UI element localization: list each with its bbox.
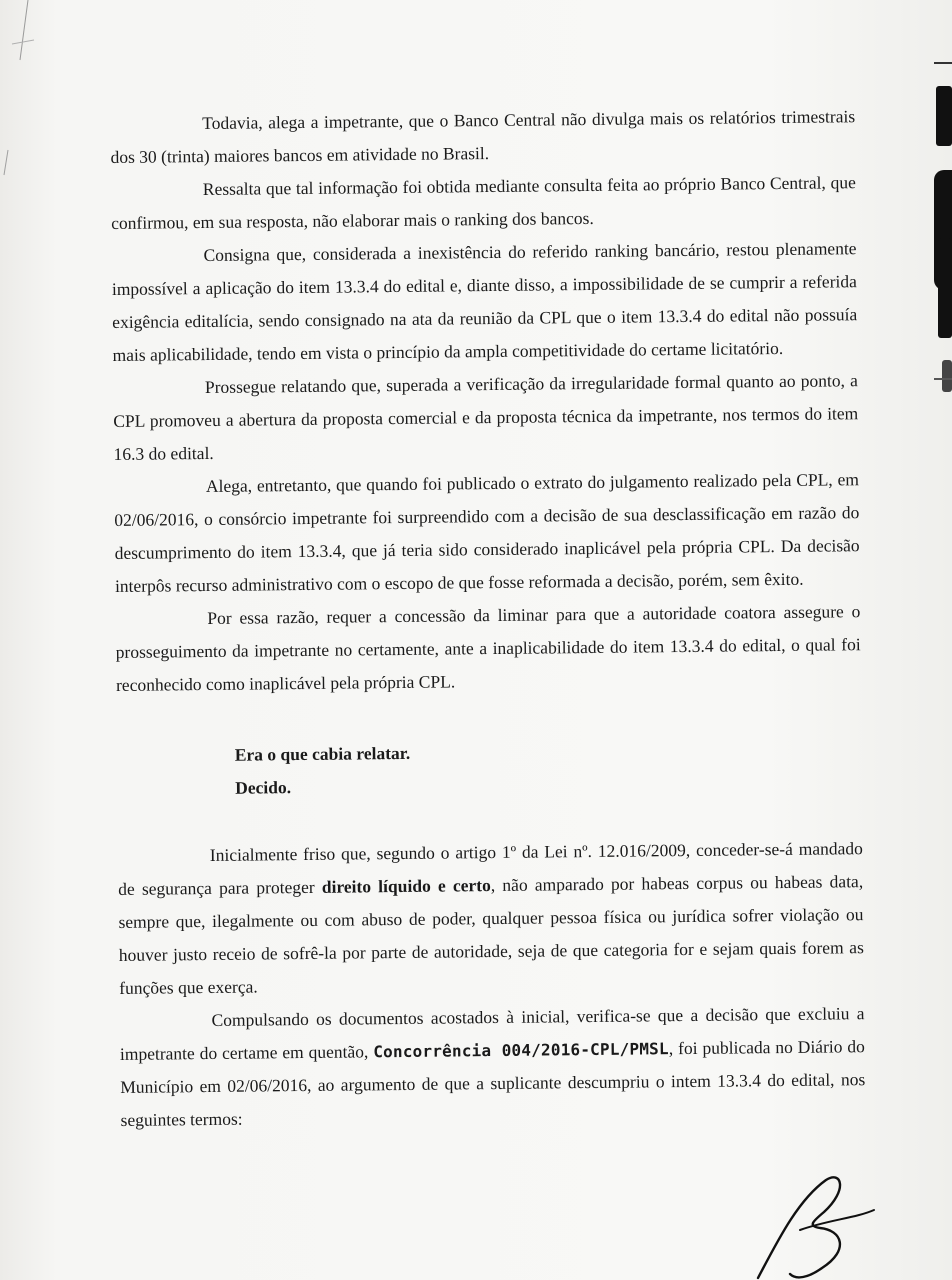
paragraph-ressalta: Ressalta que tal informação foi obtida mediante consulta feita ao próprio Banco Central, que confirmou, em sua resposta, não elaborar mais o ranking dos bancos. [111, 172, 856, 233]
text-segment: Inicialmente friso que, segundo o artigo 1º da Lei nº. 12.016/2009, conceder-se-á mandado de segurança para proteger [118, 838, 863, 899]
paragraph-inicialmente [118, 832, 865, 1005]
emphasis-concorrencia: Concorrência 004/2016-CPL/PMSL [373, 1039, 669, 1062]
adjacent-page-edge [930, 60, 952, 480]
paragraph-compulsando [119, 997, 865, 1137]
paragraph-prossegue: Prossegue relatando que, superada a verificação da irregularidade formal quanto ao ponto, a CPL promoveu a abertura da proposta comercial e da proposta técnica da impetrante, nos termos do item 16.3 do edital. [113, 370, 859, 464]
heading-relatar: Era o que cabia relatar. [234, 742, 411, 765]
text-segment: Compulsando os documentos acostados à inicial, verifica-se que a decisão que excluiu a impetrante do certame em quentão, [119, 1003, 865, 1064]
paragraph-consigna: Consigna que, considerada a inexistência do referido ranking bancário, restou plenamente impossível a aplicação do item 13.3.4 do edital e, diante disso, a impossibilidade de se cumprir a referida exigência editalícia, sendo consignado na ata da reunião da CPL que o item 13.3.4 do edital não possuía mais aplicabilidade, tendo em vista o princípio da ampla competitividade do certame licitatório. [111, 238, 858, 365]
paragraph-alega: Alega, entretanto, que quando foi publicado o extrato do julgamento realizado pela CPL, em 02/06/2016, o consórcio impetrante foi surpreendido com a decisão de sua desclassificação em razão do descumprimento do item 13.3.4, que já teria sido considerado inaplicável pela própria CPL. Da decisão interpôs recurso administrativo com o escopo de que fosse reformada a decisão, porém, sem êxito. [114, 469, 860, 596]
heading-decido: Decido. [235, 777, 292, 798]
paragraph-banco-central: Todavia, alega a impetrante, que o Banco Central não divulga mais os relatórios trimestrais dos 30 (trinta) maiores bancos em atividade no Brasil. [110, 106, 856, 167]
text-segment: , não amparado por habeas corpus ou habeas data, sempre que, ilegalmente ou com abuso de poder, qualquer pessoa física ou jurídica sofrer violação ou houver justo receio de sofrê-la por parte de autoridade, seja de que categoria for e sejam quais forem as funções que exerça. [118, 871, 864, 998]
paragraph-requer-liminar: Por essa razão, requer a concessão da liminar para que a autoridade coatora assegure o prosseguimento da impetrante no certamente, ante a inaplicabilidade do item 13.3.4 do edital, o qual foi reconhecido como inaplicável pela própria CPL. [115, 601, 861, 695]
handwritten-signature [738, 1170, 878, 1280]
emphasis-direito-liquido: direito líquido e certo [321, 875, 491, 897]
section-heading [117, 732, 863, 806]
margin-pencil-mark [0, 0, 60, 200]
document-body [110, 100, 866, 1137]
text-segment: , foi publicada no Diário do Município em 02/06/2016, ao argumento de que a suplicante descumpriu o intem 13.3.4 do edital, nos seguintes termos: [120, 1036, 866, 1130]
